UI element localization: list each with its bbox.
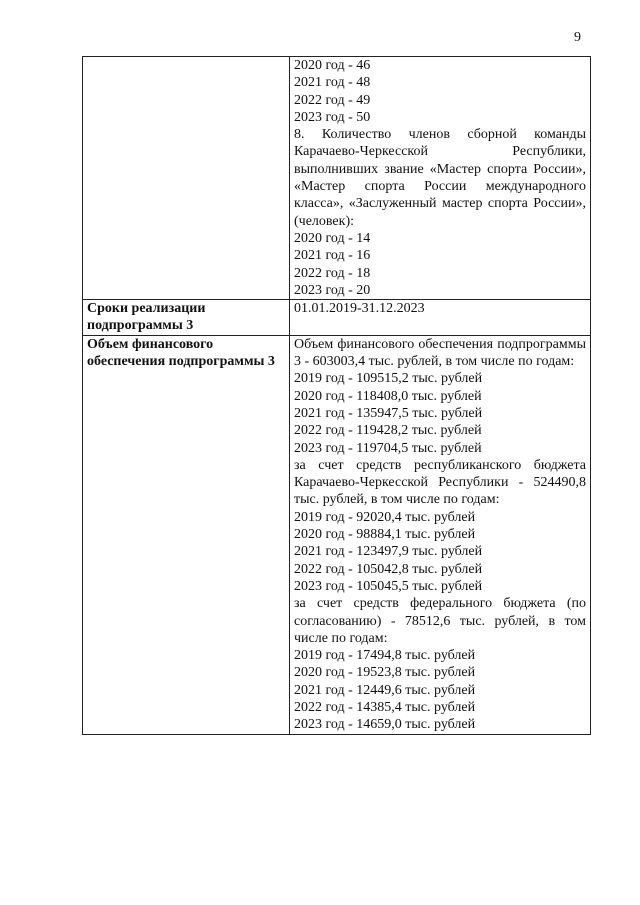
timeline-value: 01.01.2019-31.12.2023 xyxy=(290,300,591,336)
subprogram-passport-table xyxy=(82,56,591,735)
row1-value-cell xyxy=(290,57,591,300)
list-item: 2019 год - 92020,4 тыс. рублей xyxy=(294,509,476,525)
funding-label: Объем финансового обеспечения подпрограммы 3 xyxy=(83,335,290,734)
list-item: 2022 год - 18 xyxy=(294,265,371,281)
list-item: 2023 год - 50 xyxy=(294,109,371,125)
list-item: 2020 год - 14 xyxy=(294,230,371,246)
list-item: 2021 год - 135947,5 тыс. рублей xyxy=(294,405,483,421)
list-item: 2022 год - 105042,8 тыс. рублей xyxy=(294,561,483,577)
list-item: 2023 год - 119704,5 тыс. рублей xyxy=(294,440,482,456)
list-item: 2023 год - 20 xyxy=(294,282,371,298)
indicator-8-text: 8. Количество членов сборной команды Карачаево-Черкесской Республики, выполнивших звание «Мастер спорта России», «Мастер спорта России международного класса», «Заслуженный мастер спорта России», (человек): xyxy=(294,127,586,229)
table-row-indicators xyxy=(83,57,591,300)
line-list xyxy=(294,57,586,126)
list-item: 2019 год - 17494,8 тыс. рублей xyxy=(294,648,476,664)
list-item: 2020 год - 98884,1 тыс. рублей xyxy=(294,527,476,543)
list-item: 2020 год - 19523,8 тыс. рублей xyxy=(294,665,476,681)
list-item: 2019 год - 109515,2 тыс. рублей xyxy=(294,371,483,387)
line-list xyxy=(294,230,586,299)
list-item: 2023 год - 105045,5 тыс. рублей xyxy=(294,578,483,594)
funding-federal-text: за счет средств федерального бюджета (по согласованию) - 78512,6 тыс. рублей, в том числе по годам: xyxy=(294,596,586,646)
list-item: 2021 год - 16 xyxy=(294,248,371,264)
funding-total-text: Объем финансового обеспечения подпрограммы 3 - 603003,4 тыс. рублей, в том числе по годам: xyxy=(294,336,586,370)
funding-regional-text: за счет средств республиканского бюджета Карачаево-Черкесской Республики - 524490,8 тыс. рублей, в том числе по годам: xyxy=(294,457,586,508)
list-item: 2022 год - 49 xyxy=(294,92,371,108)
table-row-funding xyxy=(83,335,591,734)
timeline-label: Сроки реализации подпрограммы 3 xyxy=(83,300,290,336)
list-item: 2021 год - 48 xyxy=(294,75,371,91)
list-item: 2023 год - 14659,0 тыс. рублей xyxy=(294,717,476,733)
list-item: 2022 год - 14385,4 тыс. рублей xyxy=(294,699,476,715)
list-item: 2021 год - 12449,6 тыс. рублей xyxy=(294,682,476,698)
list-item: 2022 год - 119428,2 тыс. рублей xyxy=(294,423,482,439)
list-item: 2020 год - 118408,0 тыс. рублей xyxy=(294,388,482,404)
list-item: 2021 год - 123497,9 тыс. рублей xyxy=(294,544,483,560)
table-row-timeline xyxy=(83,300,591,336)
page-number: 9 xyxy=(574,30,581,45)
funding-value-cell xyxy=(290,335,591,734)
list-item: 2020 год - 46 xyxy=(294,58,371,73)
row1-label-cell xyxy=(83,57,290,300)
